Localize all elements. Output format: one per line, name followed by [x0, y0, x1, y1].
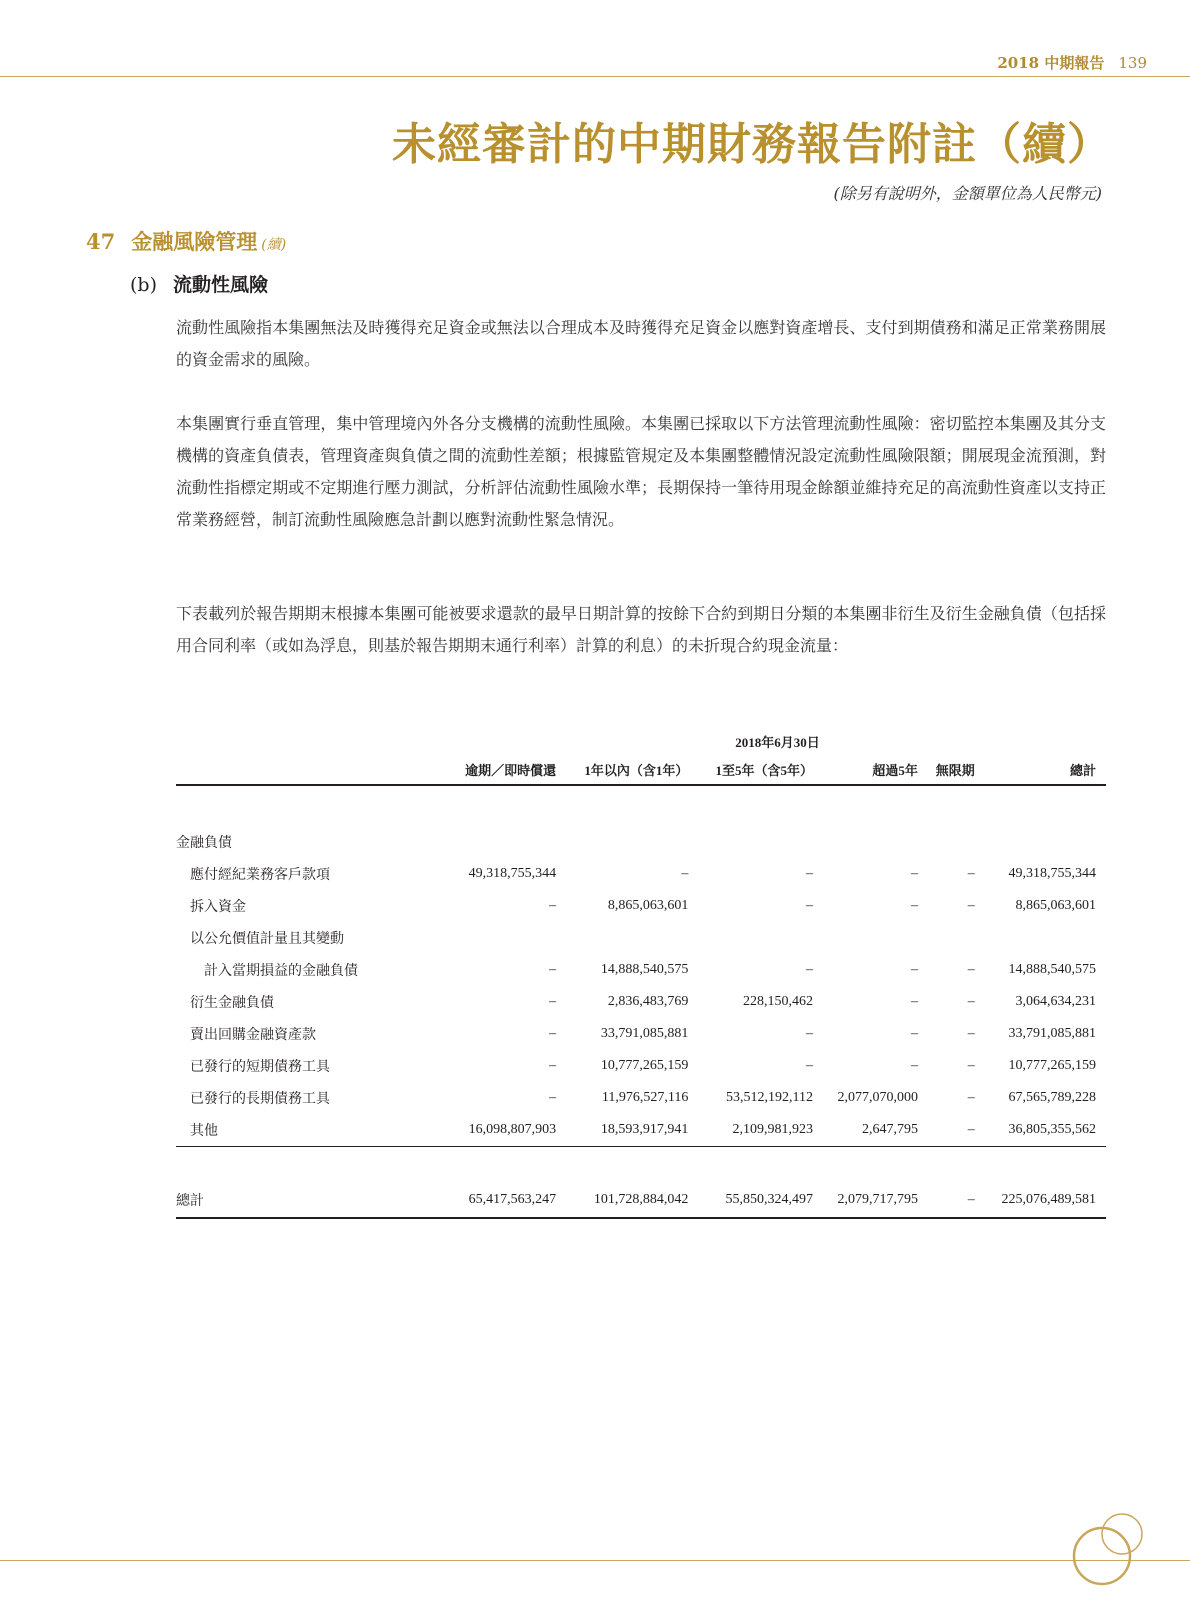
cell: 3,064,634,231 — [1015, 994, 1096, 1009]
cell — [985, 922, 1106, 954]
cell: 2,109,981,923 — [698, 1114, 823, 1147]
table-row — [176, 890, 1106, 922]
cell: – — [549, 962, 557, 977]
row-label: 拆入資金 — [190, 900, 246, 915]
cell: – — [806, 1058, 813, 1073]
group-label: 金融負債 — [176, 836, 232, 851]
col-header-overdue: 逾期／即時償還 — [449, 754, 566, 785]
cell: – — [910, 994, 918, 1009]
cell — [566, 922, 698, 954]
cell: 67,565,789,228 — [1008, 1090, 1096, 1105]
table-date: 2018年6月30日 — [735, 734, 820, 750]
cell: – — [967, 1026, 975, 1041]
footer-rule — [0, 1560, 1190, 1561]
table-row — [176, 922, 1106, 954]
table-row — [176, 1050, 1106, 1082]
cell: – — [967, 866, 975, 881]
row-label: 以公允價值計量且其變動 — [190, 932, 344, 947]
row-label: 其他 — [176, 1114, 449, 1147]
cell: 2,077,070,000 — [837, 1090, 918, 1105]
cell: 11,976,527,116 — [601, 1090, 689, 1105]
total-label: 總計 — [176, 1183, 449, 1218]
cell: – — [910, 866, 918, 881]
cell: – — [967, 1090, 975, 1105]
col-header-1-5y: 1至5年（含5年） — [698, 754, 823, 785]
cell: 49,318,755,344 — [1008, 866, 1096, 881]
page-number: 139 — [1118, 54, 1147, 72]
col-header-over-5y: 超過5年 — [823, 754, 928, 785]
total-cell: – — [928, 1183, 985, 1218]
total-cell: 101,728,884,042 — [566, 1183, 698, 1218]
cell: 14,888,540,575 — [1008, 962, 1096, 977]
col-header-total: 總計 — [985, 754, 1106, 785]
cell: – — [549, 1026, 557, 1041]
cell — [928, 922, 985, 954]
decorative-rings-icon — [1072, 1508, 1152, 1588]
cell: 18,593,917,941 — [566, 1114, 698, 1147]
cell: 8,865,063,601 — [607, 898, 689, 913]
total-cell: 225,076,489,581 — [985, 1183, 1106, 1218]
cell: – — [910, 1058, 918, 1073]
cell: – — [549, 1058, 557, 1073]
cell: – — [549, 1090, 557, 1105]
table-row — [176, 986, 1106, 1018]
section-title: 金融風險管理 — [131, 229, 258, 254]
cell: – — [928, 1114, 985, 1147]
section-number: 47 — [86, 229, 116, 254]
cell: – — [549, 898, 557, 913]
header-rule — [0, 76, 1190, 77]
subsection-letter: (b) — [130, 274, 157, 296]
cell: 14,888,540,575 — [600, 962, 689, 977]
total-row — [176, 1183, 1106, 1218]
page-title: 未經審計的中期財務報告附註（續） — [392, 119, 1112, 170]
cell: – — [967, 1058, 975, 1073]
row-label: 計入當期損益的金融負債 — [204, 964, 358, 979]
liquidity-table — [176, 728, 1106, 1219]
table-row — [176, 1082, 1106, 1114]
total-cell: 2,079,717,795 — [823, 1183, 928, 1218]
cell: 53,512,192,112 — [726, 1090, 813, 1105]
cell: – — [806, 866, 813, 881]
section-heading — [86, 226, 286, 256]
cell: 10,777,265,159 — [600, 1058, 689, 1073]
paragraph-2: 本集團實行垂直管理，集中管理境內外各分支機構的流動性風險。本集團已採取以下方法管理流動性風險：密切監控本集團及其分支機構的資產負債表，管理資產與負債之間的流動性差額；根據監管規定及本集團整體情況設定流動性風險限額；開展現金流預測，對流動性指標定期或不定期進行壓力測試，分析評估流動性風險水準；長期保持一筆待用現金餘額並維持充足的高流動性資產以支持正常業務經營，制訂流動性風險應急計劃以應對流動性緊急情況。 — [176, 414, 1106, 529]
row-label: 已發行的長期債務工具 — [190, 1092, 330, 1107]
section-continued: (續) — [261, 237, 287, 253]
cell: – — [967, 898, 975, 913]
page-subtitle: (除另有說明外，金額單位為人民幣元) — [833, 184, 1102, 203]
cell: 33,791,085,881 — [1008, 1026, 1096, 1041]
cell: – — [806, 898, 813, 913]
total-cell: 65,417,563,247 — [449, 1183, 566, 1218]
cell: 49,318,755,344 — [468, 866, 557, 881]
cell: – — [967, 962, 975, 977]
cell: – — [806, 1026, 813, 1041]
cell: 228,150,462 — [743, 994, 813, 1009]
cell: – — [967, 994, 975, 1009]
table-row — [176, 858, 1106, 890]
report-name: 2018 中期報告 — [997, 54, 1105, 72]
total-cell: 55,850,324,497 — [698, 1183, 823, 1218]
col-header-undated: 無限期 — [928, 754, 985, 785]
subsection-heading — [130, 270, 268, 297]
cell: 2,836,483,769 — [607, 994, 689, 1009]
cell: – — [910, 898, 918, 913]
cell: 36,805,355,562 — [985, 1114, 1106, 1147]
col-header-within-1y: 1年以內（含1年） — [566, 754, 698, 785]
cell — [449, 922, 566, 954]
cell: 8,865,063,601 — [1015, 898, 1096, 913]
cell: 2,647,795 — [823, 1114, 928, 1147]
row-label: 應付經紀業務客戶款項 — [190, 868, 330, 883]
cell: 16,098,807,903 — [449, 1114, 566, 1147]
table-row — [176, 1018, 1106, 1050]
table-row — [176, 1114, 1106, 1147]
table-row — [176, 954, 1106, 986]
page-header — [997, 52, 1147, 73]
paragraph-1: 流動性風險指本集團無法及時獲得充足資金或無法以合理成本及時獲得充足資金以應對資產增長、支付到期債務和滿足正常業務開展的資金需求的風險。 — [176, 318, 1106, 369]
cell: – — [806, 962, 813, 977]
subsection-title: 流動性風險 — [173, 274, 269, 296]
cell: 33,791,085,881 — [600, 1026, 689, 1041]
paragraph-3: 下表載列於報告期期末根據本集團可能被要求還款的最早日期計算的按餘下合約到期日分類的本集團非衍生及衍生金融負債（包括採用合同利率（或如為浮息，則基於報告期期末通行利率）計算的利息）的未折現合約現金流量： — [176, 604, 1106, 655]
cell: – — [549, 994, 557, 1009]
row-label: 賣出回購金融資產款 — [190, 1028, 316, 1043]
cell — [823, 922, 928, 954]
row-label: 衍生金融負債 — [190, 996, 274, 1011]
cell: – — [910, 962, 918, 977]
cell: – — [681, 866, 689, 881]
row-label: 已發行的短期債務工具 — [190, 1060, 330, 1075]
cell: 10,777,265,159 — [1008, 1058, 1096, 1073]
cell — [698, 922, 823, 954]
cell: – — [910, 1026, 918, 1041]
